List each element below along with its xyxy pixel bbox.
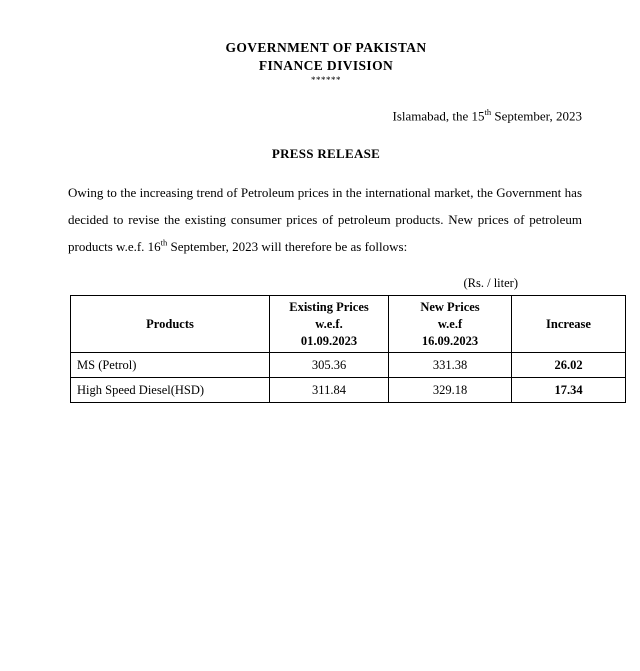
row-new-price: 331.38	[389, 353, 512, 378]
price-table	[70, 295, 626, 403]
body-part-2: September, 2023 will therefore be as follows:	[167, 238, 408, 254]
header-new-line3: 16.09.2023	[421, 333, 479, 348]
government-name: GOVERNMENT OF PAKISTAN	[225, 40, 427, 55]
table-row	[71, 353, 626, 378]
division-name: FINANCE DIVISION	[258, 58, 394, 73]
price-table-body	[71, 353, 626, 403]
header-existing-line3: 01.09.2023	[300, 333, 358, 348]
row-new-price: 329.18	[389, 378, 512, 403]
star-separator: ******	[311, 75, 341, 85]
page-title: PRESS RELEASE	[271, 146, 381, 162]
row-existing-price: 305.36	[270, 353, 389, 378]
dateline-suffix: September, 2023	[491, 108, 582, 124]
header-new-prices	[389, 296, 512, 353]
unit-note: (Rs. / liter)	[463, 276, 518, 291]
header-existing-prices	[270, 296, 389, 353]
body-part-1: Owing to the increasing trend of Petroleum prices in the international market, the Government has decided to revise the existing consumer prices of petroleum products. New prices of petroleum products w.e.f. 16	[68, 185, 582, 254]
body-paragraph	[68, 180, 584, 260]
header-new-line1: New Prices	[420, 299, 480, 314]
header-products	[71, 296, 270, 353]
dateline	[68, 107, 584, 124]
header-increase-label: Increase	[546, 316, 591, 331]
price-table-head	[71, 296, 626, 353]
row-product-name: MS (Petrol)	[71, 353, 270, 378]
body-ordinal: th	[160, 237, 168, 248]
header-increase	[512, 296, 626, 353]
dateline-prefix: Islamabad, the 15	[392, 108, 485, 124]
header-existing-line1: Existing Prices	[289, 299, 369, 314]
dateline-ordinal: th	[484, 107, 492, 117]
row-existing-price: 311.84	[270, 378, 389, 403]
header-new-line2: w.e.f	[437, 316, 463, 331]
table-row	[71, 378, 626, 403]
row-increase: 26.02	[512, 353, 626, 378]
row-product-name: High Speed Diesel(HSD)	[71, 378, 270, 403]
document-header	[68, 40, 584, 85]
header-products-label: Products	[146, 316, 194, 331]
header-existing-line2: w.e.f.	[315, 316, 343, 331]
row-increase: 17.34	[512, 378, 626, 403]
table-header-row	[71, 296, 626, 353]
